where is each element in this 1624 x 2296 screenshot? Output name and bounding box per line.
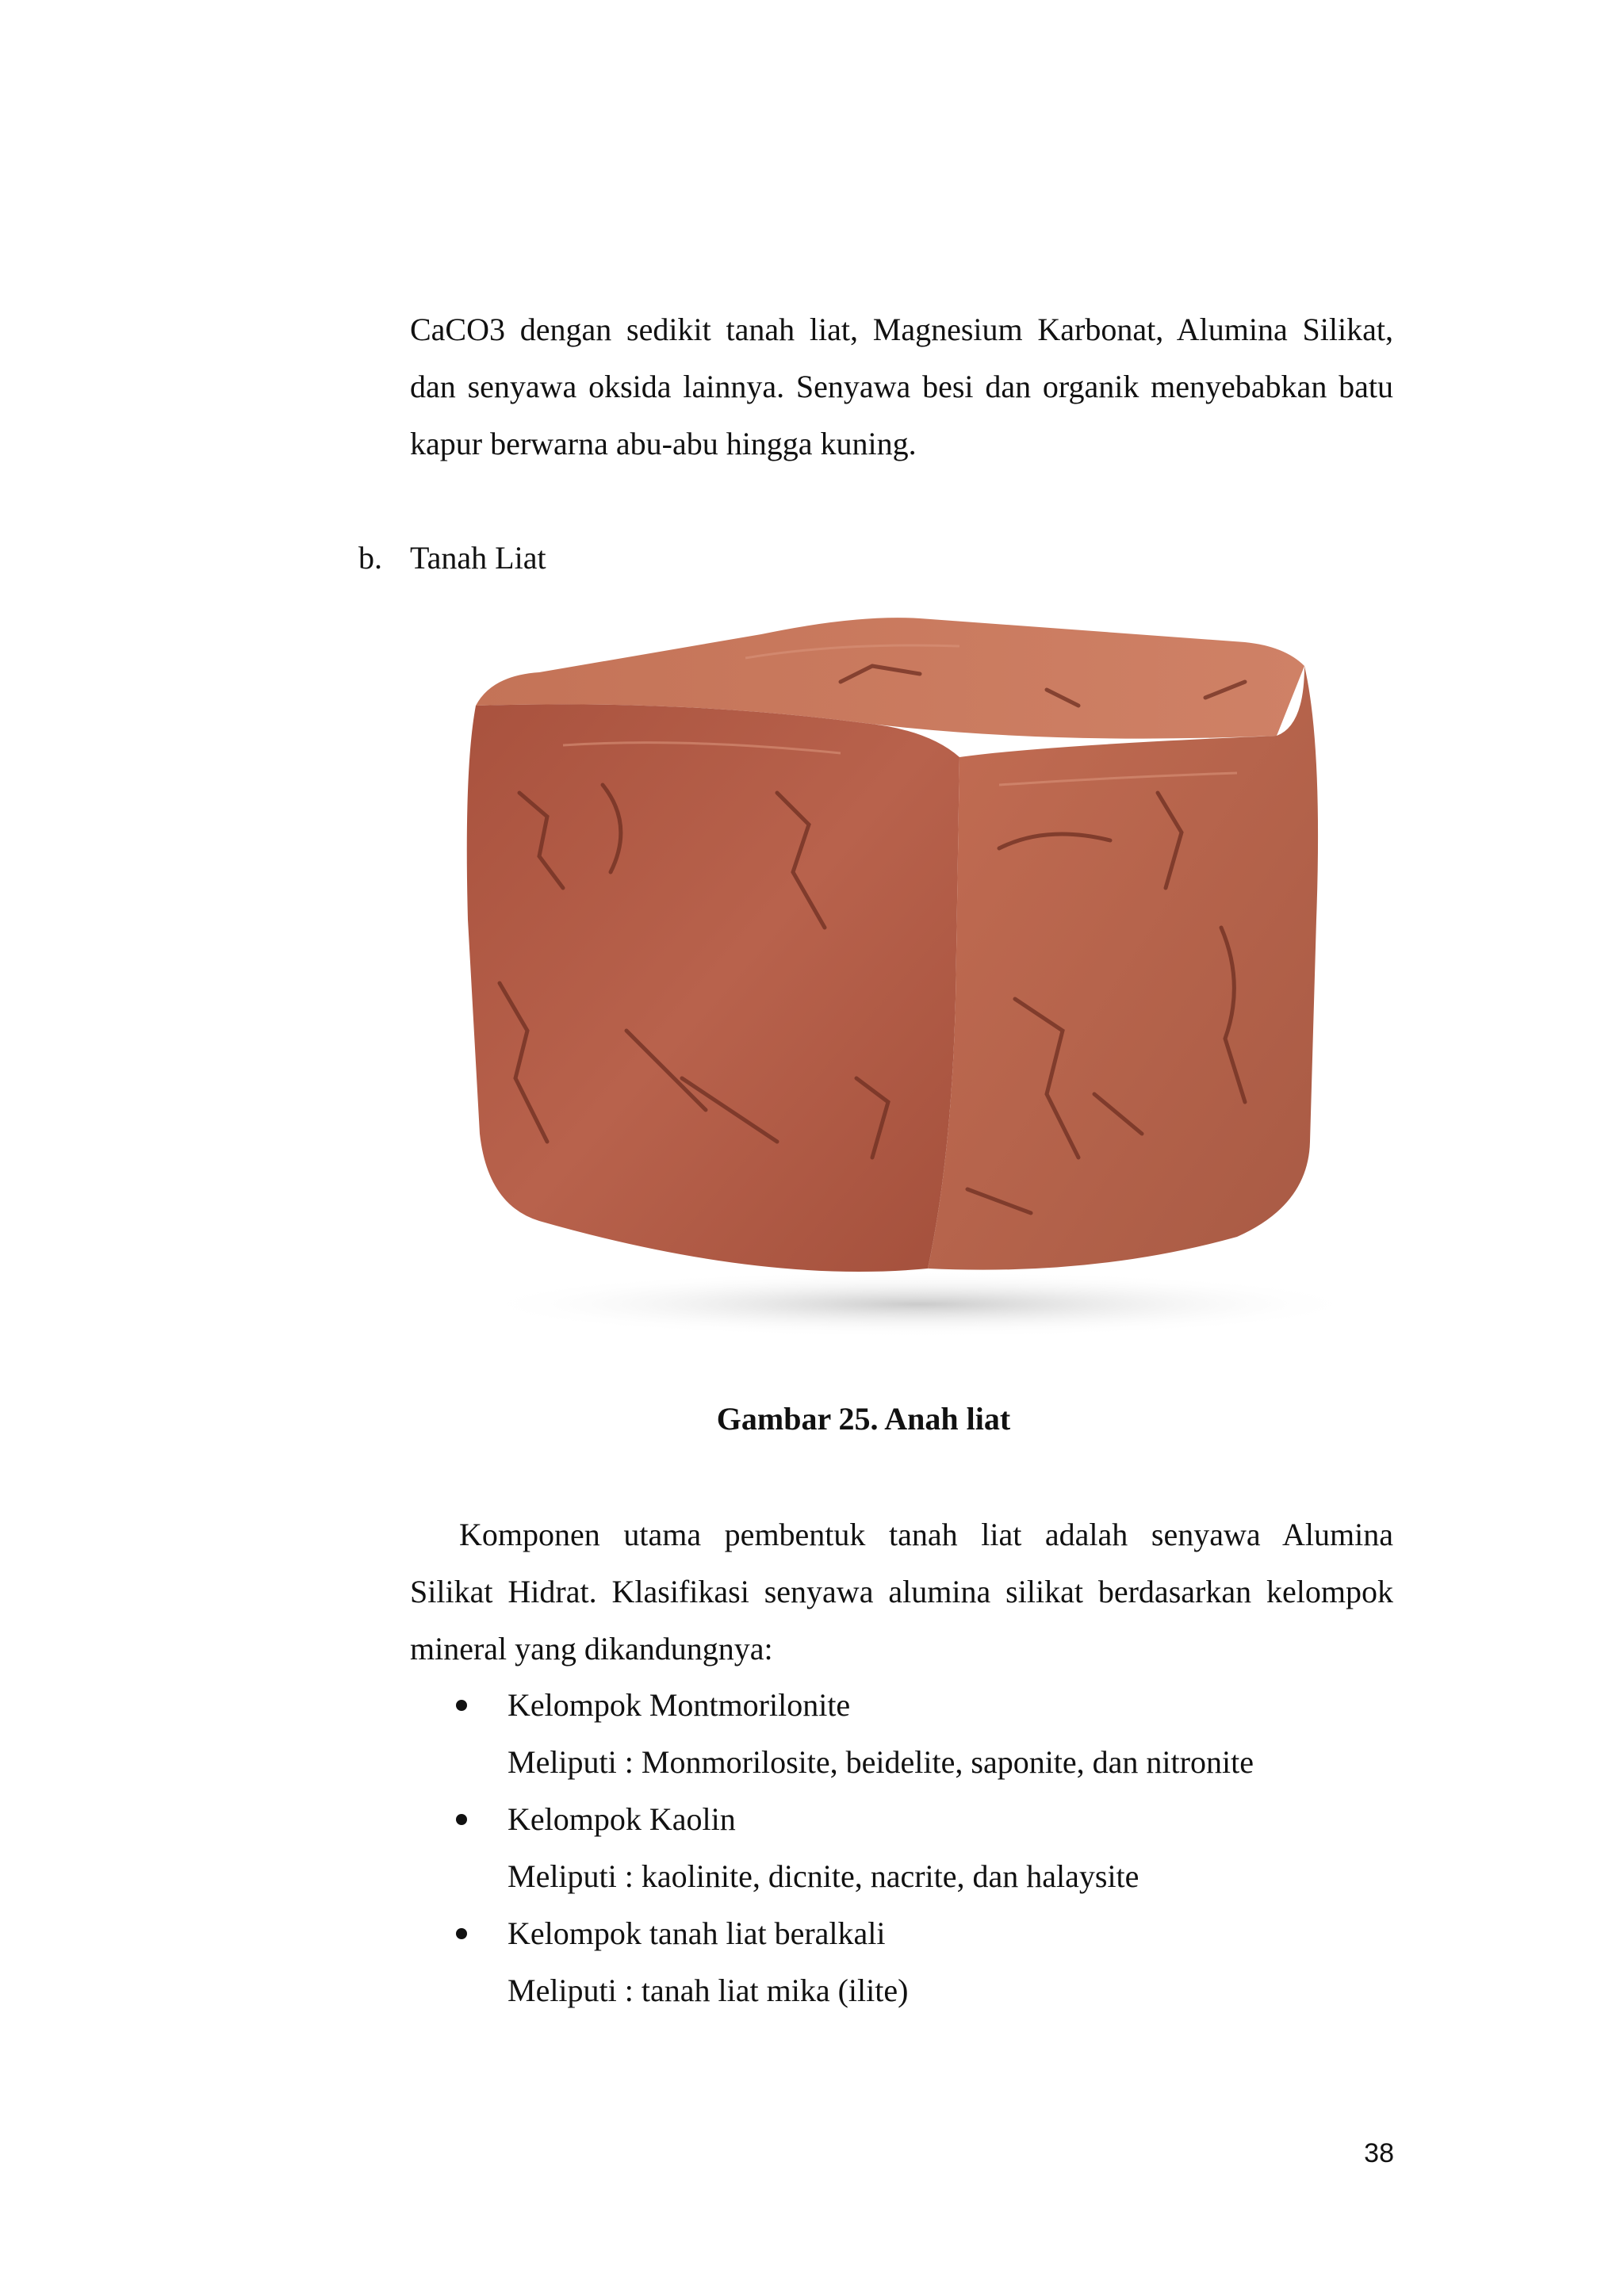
paragraph-line: mineral yang dikandungnya:: [410, 1631, 773, 1667]
list-item: [456, 1905, 1408, 2019]
clay-side-face: [928, 666, 1318, 1270]
list-item: [456, 1791, 1408, 1905]
section-marker: b.: [358, 540, 382, 576]
mineral-group-list: [456, 1677, 1408, 2019]
figure-caption: Gambar 25. Anah liat: [716, 1401, 1011, 1437]
group-detail: Meliputi : Monmorilosite, beidelite, saponite, dan nitronite: [508, 1744, 1254, 1780]
section-title: Tanah Liat: [410, 540, 546, 576]
bullet-icon: [456, 1928, 467, 1939]
clay-block-figure: [444, 587, 1364, 1356]
paragraph-line: kapur berwarna abu-abu hingga kuning.: [410, 426, 917, 461]
paragraph-line: CaCO3 dengan sedikit tanah liat, Magnesium Karbonat, Alumina Silikat,: [410, 312, 1393, 347]
list-item: [456, 1677, 1408, 1791]
clay-shadow: [476, 1271, 1364, 1337]
paragraph-line: Komponen utama pembentuk tanah liat adalah senyawa Alumina: [459, 1517, 1393, 1552]
paragraph-line: dan senyawa oksida lainnya. Senyawa besi dan organik menyebabkan batu: [410, 369, 1393, 404]
paragraph-limestone-continued: [410, 301, 1393, 473]
page-number: 38: [1364, 2138, 1394, 2168]
group-detail: Meliputi : kaolinite, dicnite, nacrite, dan halaysite: [508, 1858, 1139, 1894]
group-title: Kelompok Kaolin: [508, 1801, 736, 1837]
paragraph-line: Silikat Hidrat. Klasifikasi senyawa alumina silikat berdasarkan kelompok: [410, 1574, 1393, 1609]
group-title: Kelompok tanah liat beralkali: [508, 1915, 886, 1951]
group-detail: Meliputi : tanah liat mika (ilite): [508, 1973, 909, 2008]
clay-front-face: [467, 704, 959, 1272]
paragraph-clay-components: [410, 1506, 1393, 1678]
group-title: Kelompok Montmorilonite: [508, 1687, 851, 1723]
bullet-icon: [456, 1700, 467, 1711]
clay-block-image: [444, 587, 1364, 1356]
section-heading-tanah-liat: [358, 530, 546, 587]
bullet-icon: [456, 1814, 467, 1825]
